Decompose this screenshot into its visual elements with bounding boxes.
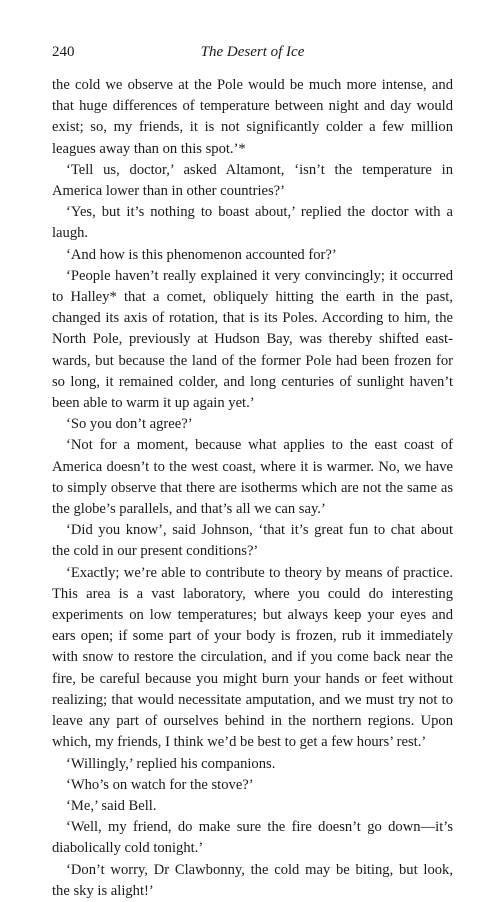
paragraph: ‘People haven’t really explained it very convincingly; it occurred to Halley* that a comet, obliquely hitting the earth in the past, changed its axis of rotation, that is its Poles. According to him, the North Pole, previously at Hudson Bay, was thereby shifted eastwards, but because the land of the former Pole had been frozen for so long, it remained colder, and long centuries of sunlight haven’t been able to warm it up again yet.’: [52, 267, 453, 412]
paragraph: ‘Don’t worry, Dr Clawbonny, the cold may be biting, but look, the sky is alight!’: [52, 861, 453, 899]
paragraph: ‘So you don’t agree?’: [66, 416, 193, 433]
paragraph: ‘Me,’ said Bell.: [66, 797, 157, 814]
paragraph: ‘Well, my friend, do make sure the fire doesn’t go down—it’s diabolically cold tonight.’: [52, 819, 453, 857]
paragraph: the cold we observe at the Pole would be much more intense, and that huge differences of temperature between night and day would exist; so, my friends, it is not significantly colder a few million leagues away than on this spot.’*: [52, 77, 453, 157]
page-number: 240: [52, 44, 75, 60]
paragraph: ‘Tell us, doctor,’ asked Altamont, ‘isn’t the temperature in America lower than in other countries?’: [52, 161, 453, 200]
paragraph: ‘Not for a moment, because what applies to the east coast of America doesn’t to the west coast, where it is warmer. No, we have to simply observe that there are isotherms which are not the same as the globe’s parallels, and that’s all we can say.’: [52, 437, 453, 518]
book-page: [52, 40, 453, 902]
paragraph: ‘Who’s on watch for the stove?’: [66, 776, 254, 793]
running-title: The Desert of Ice: [200, 44, 305, 60]
paragraph: ‘Yes, but it’s nothing to boast about,’ replied the doctor with a laugh.: [52, 204, 453, 242]
paragraph: ‘And how is this phenomenon accounted for?’: [66, 246, 337, 263]
paragraph: ‘Willingly,’ replied his companions.: [66, 755, 276, 772]
paragraph: ‘Exactly; we’re able to contribute to theory by means of practice. This area is a vast laboratory, where you could do interesting experiments on low temperatures; but always keep your eyes and ears open; if some part of your body is frozen, rub it immediately with snow to restore the circulation, and if you come back near the fire, be careful because you might burn your hands or feet without realizing; that would necessitate amputation, and we must try not to leave any part of ourselves behind in the northern regions. Upon which, my friends, I think we’d be best to get a few hours’ rest.’: [52, 564, 453, 751]
running-head: [52, 40, 453, 64]
body-text: [52, 75, 453, 902]
paragraph: ‘Did you know’, said Johnson, ‘that it’s great fun to chat about the cold in our present conditions?’: [52, 522, 453, 560]
